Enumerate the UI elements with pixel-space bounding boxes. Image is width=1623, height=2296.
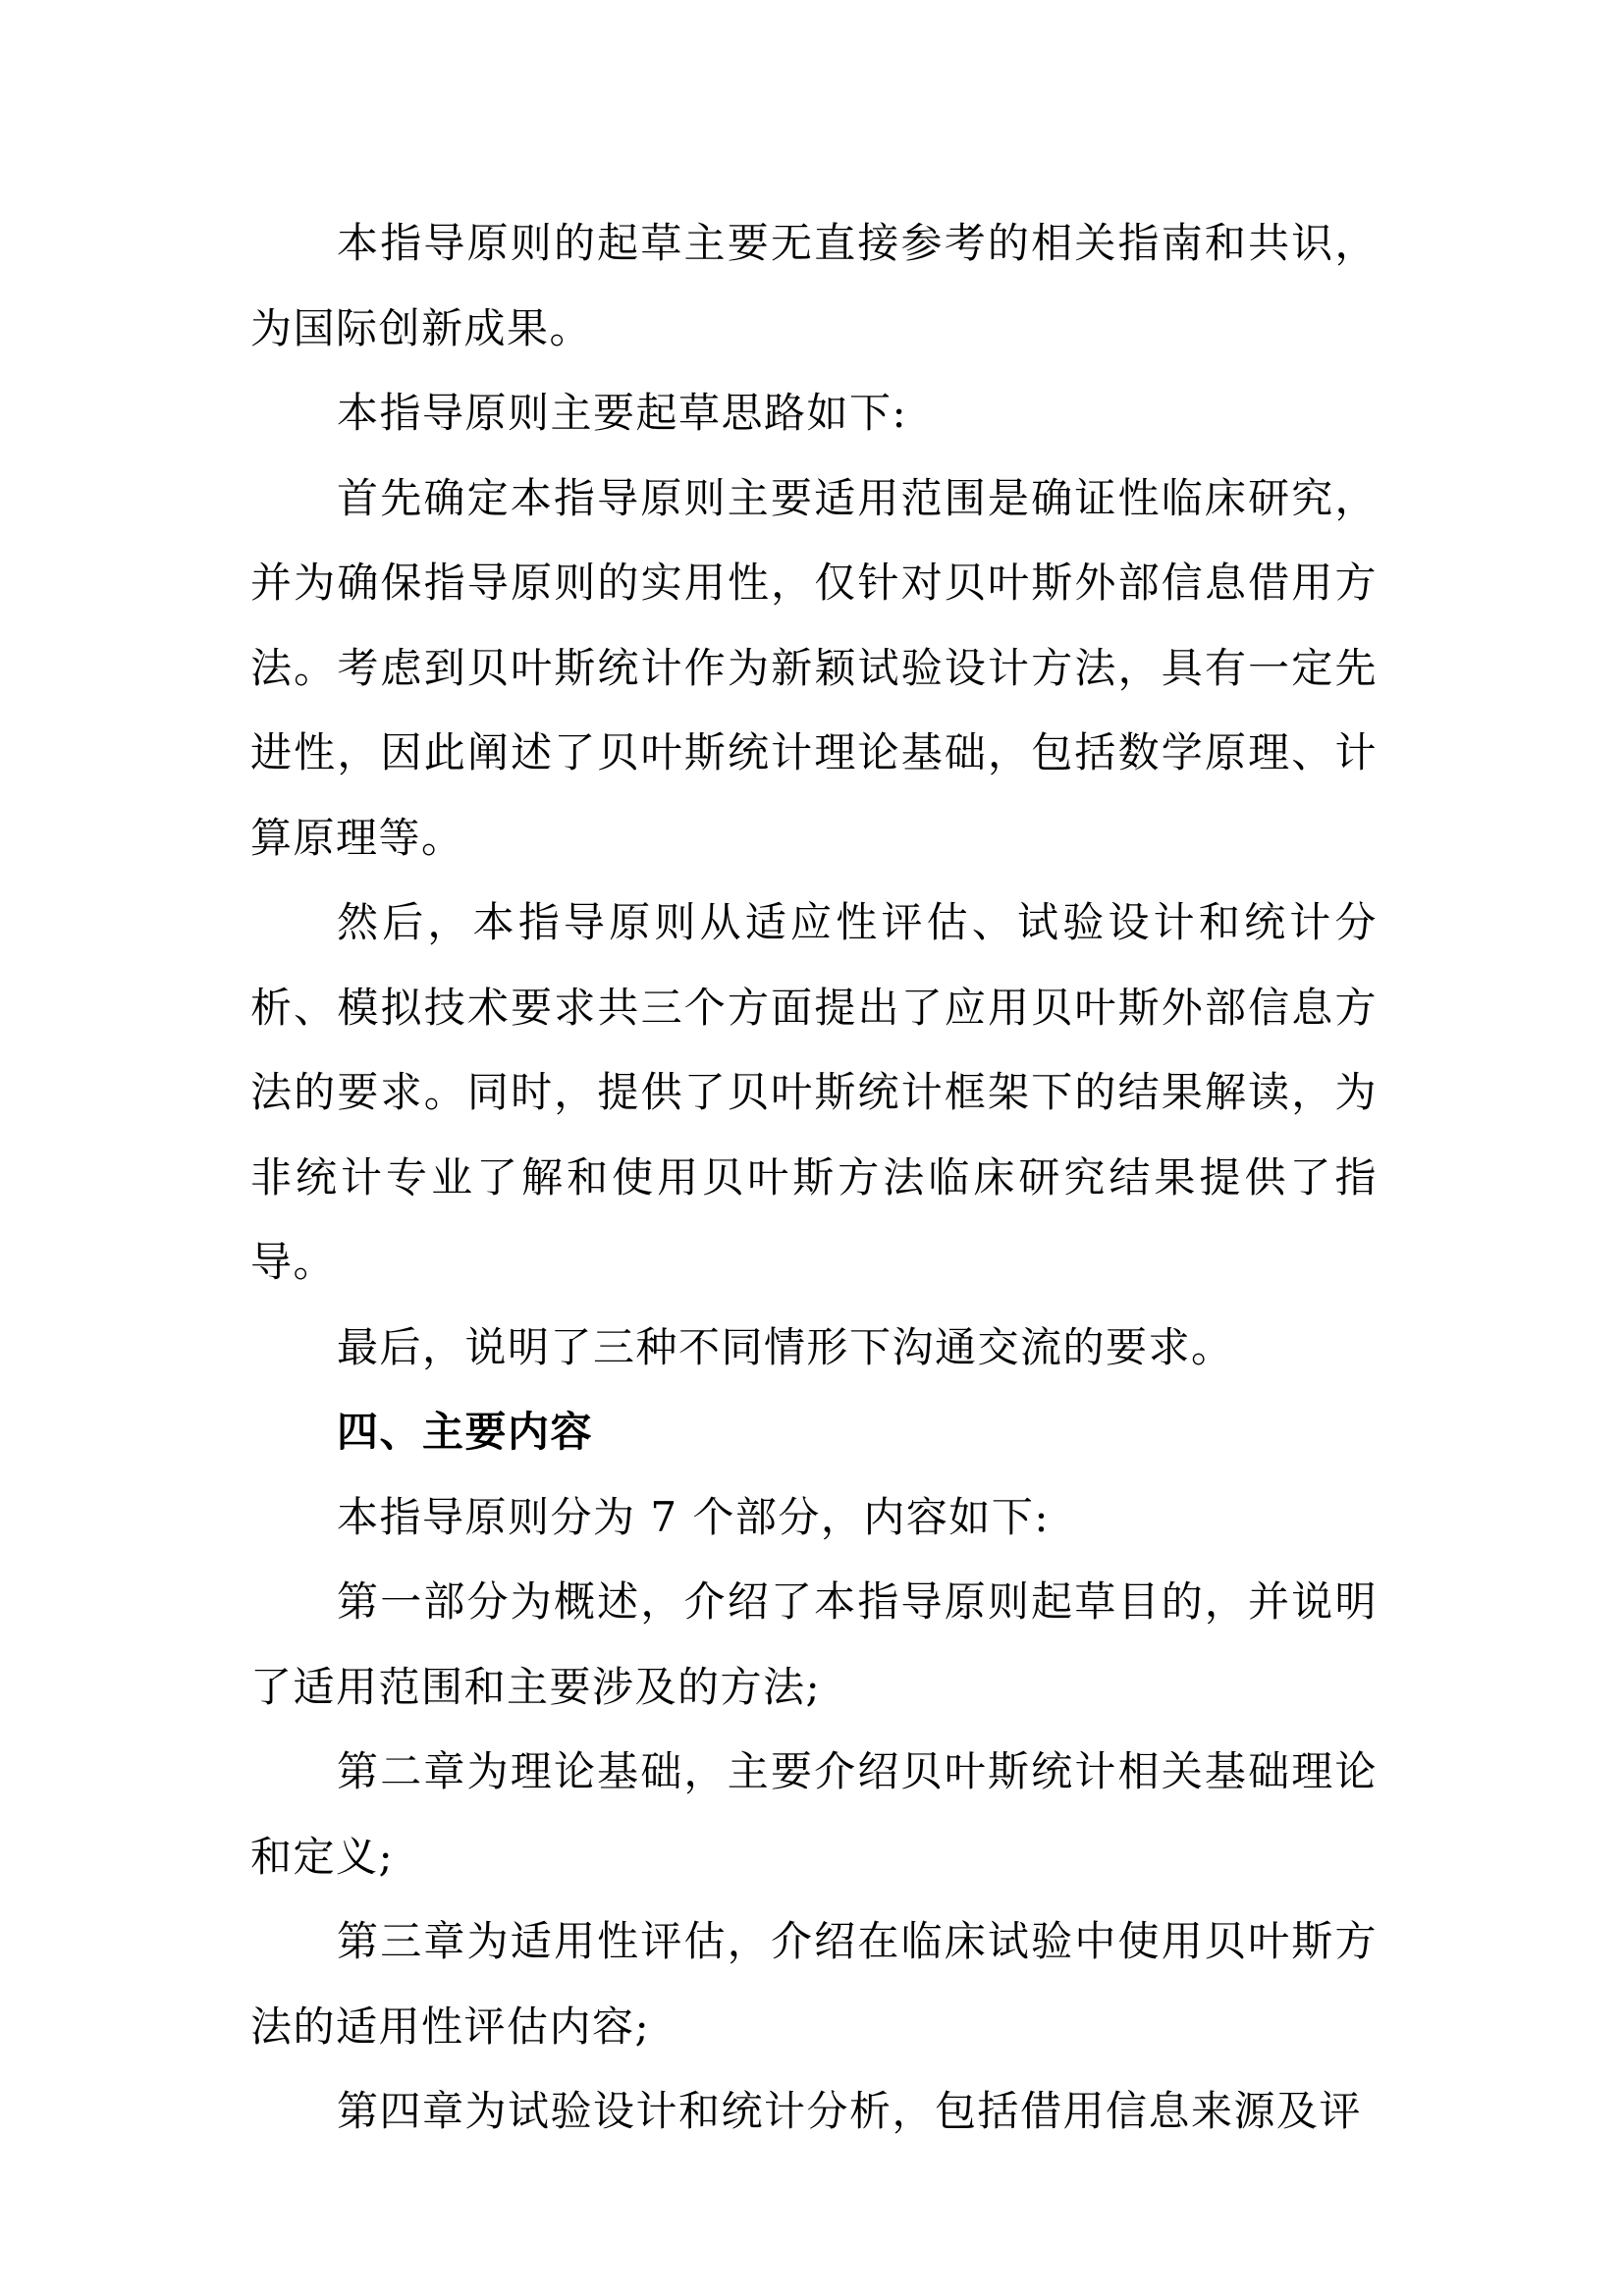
- paragraph-communication-requirements: 最后，说明了三种不同情形下沟通交流的要求。: [337, 1322, 1234, 1371]
- paragraph-drafting-references: 本指导原则的起草主要无直接参考的相关指南和共识，为国际创新成果。: [250, 219, 1378, 352]
- paragraph-chapter-three-applicability: 第三章为适用性评估，介绍在临床试验中使用贝叶斯方法的适用性评估内容;: [250, 1917, 1378, 2051]
- paragraph-chapter-two-theory: 第二章为理论基础，主要介绍贝叶斯统计相关基础理论和定义;: [250, 1747, 1378, 1881]
- paragraph-part-one-overview: 第一部分为概述，介绍了本指导原则起草目的，并说明了适用范围和主要涉及的方法;: [250, 1577, 1378, 1711]
- paragraph-requirements-and-interpretation: 然后，本指导原则从适应性评估、试验设计和统计分析、模拟技术要求共三个方面提出了应用贝叶斯外部信息方法的要求。同时，提供了贝叶斯统计框架下的结果解读，为非统计专业了解和使用贝叶斯方法临床研究结果提供了指导。: [250, 898, 1378, 1286]
- document-body: [250, 201, 1378, 2155]
- section-heading-main-content: 四、主要内容: [337, 1408, 594, 1456]
- paragraph-scope-and-theory: 首先确定本指导原则主要适用范围是确证性临床研究，并为确保指导原则的实用性，仅针对贝叶斯外部信息借用方法。考虑到贝叶斯统计作为新颖试验设计方法，具有一定先进性，因此阐述了贝叶斯统计理论基础，包括数学原理、计算原理等。: [250, 473, 1378, 862]
- paragraph-parts-overview: 本指导原则分为 7 个部分，内容如下:: [337, 1492, 1051, 1541]
- paragraph-chapter-four-design: 第四章为试验设计和统计分析，包括借用信息来源及评: [337, 2087, 1363, 2135]
- paragraph-drafting-approach-intro: 本指导原则主要起草思路如下:: [337, 389, 908, 437]
